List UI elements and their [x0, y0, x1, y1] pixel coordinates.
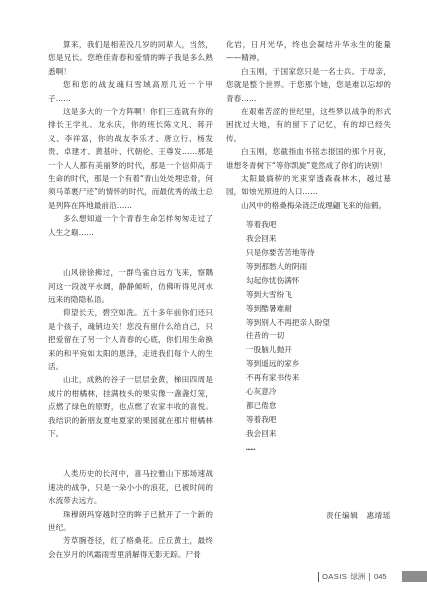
paragraph: 多么想知道一个个青春生命怎样匆匆走过了人生之巅……	[48, 214, 213, 237]
poem-line: 我会回来	[246, 428, 277, 438]
poem-line: 我会回来	[246, 234, 277, 244]
poem-line: 只是你要苦苦地等待	[246, 248, 315, 258]
poem-line: 等着我吧	[246, 414, 277, 424]
paragraph: 白玉刚，您截指血书铭志报国的那个月夜，谁想冬青树下“等你凯旋”竟然成了你们的诀别！	[226, 147, 391, 170]
poem-line: 往昔的一切	[246, 331, 285, 341]
paragraph: 太阳最旖秽的光束穿透森森林木，越过墓园，如烛光照进的人口……	[226, 174, 391, 197]
corner-tab	[402, 571, 427, 582]
editor-credit: 责任编辑 惠靖瑶	[326, 511, 391, 520]
paragraph: 人类历史的长河中，喜马拉雅山下那场速战速决的战争，只是一朵小小的浪花，已被时间的水流带去远方。	[48, 469, 213, 506]
poem-line: 一股脑儿抛开	[246, 345, 292, 355]
paragraph: 算来，我们是相差没几岁的同辈人，当然，您是兄长。您绝佳青春和爱情的眸子我是多么熟悉啊！	[48, 40, 213, 76]
poem-line: 等到那愁人的阴雨	[246, 261, 308, 271]
paragraph: 这是多大的一个方阵啊！你们三连就有你的排长王学礼、龙永庆，你的班长陈文凡、蒋开义、李祥富，你的战友李乐才、唐立行、杨发贵、卓建才、黄基叶、代朝伦、王尊发……那是一个人人都有美丽梦的时代，那是一个信仰高于生命的时代，那是一个有着“青山处处埋忠骨，何须马革裹尸还”的情怀的时代，而最优秀的战士总是列阵在阵地最前沿……	[48, 107, 213, 210]
paragraph: 山北，成熟的谷子一层层金黄，梯田四周是成片的柑橘林，挂满枝头的果实像一盏盏灯笼，点燃了绿色的原野，也点燃了农家丰收的喜悦。我结识的新朋友夏电夏家的果园就在那片柑橘林下。	[48, 375, 213, 438]
poem-line: 勾起你忧伤满怀	[246, 275, 300, 285]
poem-line: ……	[246, 442, 256, 452]
section-break	[48, 440, 213, 467]
poem-line: 都已倦怠	[246, 400, 277, 410]
magazine-brand: OASIS	[322, 572, 348, 581]
page-number: 045	[373, 572, 387, 581]
poem-line: 等到别人不再把亲人盼望	[246, 317, 331, 327]
footer-divider	[318, 572, 319, 582]
poem-line: 心灰意冷	[246, 386, 277, 396]
paragraph: 珠穆朗玛穿越时空的眸子已掀开了一个新的世纪。	[48, 509, 213, 532]
paragraph: 仰望长天，碧空如洗。五十多年前你们还只是个孩子，魂销边关！您没有留什么给自己，只把爱留在了另一个人青春的心底，你们用生命换来的和平宛如太阳的恩泽，走进我们每个人的生活。	[48, 308, 213, 371]
paragraph: 山风徐徐拂过，一群鸟雀自远方飞来，察隅河这一段波平水阔，静静倾听，仿佛听得见河水远来的隐隐私语。	[48, 268, 213, 304]
paragraph: 芳草腕苍径，红了格桑花。丘丘黄土，最终会在岁月的风霜雨雪里消解得无影无踪。尸骨	[48, 536, 213, 559]
paragraph: 山风中的格桑梅朵涟泛成理翩飞来的仙鹤。	[241, 200, 387, 210]
poem-line: 不再有家书传来	[246, 373, 300, 383]
paragraph: 在艰难苦涩的世纪里，这些梦以战争的形式困扰过大地，有的留下了记忆，有的却已经失传。	[226, 107, 391, 143]
poem-line: 等到酷暑难耐	[246, 303, 292, 313]
left-column	[48, 38, 213, 561]
right-column	[226, 38, 391, 454]
poem-line: 等到遥远的家乡	[246, 359, 300, 369]
section-break	[48, 239, 213, 266]
paragraph: 化岩，日月光华，终也会凝结升华永生的能量——精神。	[226, 40, 391, 63]
poem-line: 等到大雪纷飞	[246, 289, 292, 299]
page-footer	[318, 571, 387, 582]
paragraph: 您和您的战友魂归雪域高原几近一个甲子……	[48, 80, 213, 103]
poem	[226, 218, 391, 454]
magazine-name-cn: 绿洲	[350, 572, 366, 581]
paragraph: 白玉刚，于国家您只是一名士兵。于母亲，您就是整个世界。于您那个她，您是难以忘却的青春……	[226, 66, 391, 103]
poem-line: 等着我吧	[246, 220, 277, 230]
footer-separator: |	[368, 572, 371, 581]
